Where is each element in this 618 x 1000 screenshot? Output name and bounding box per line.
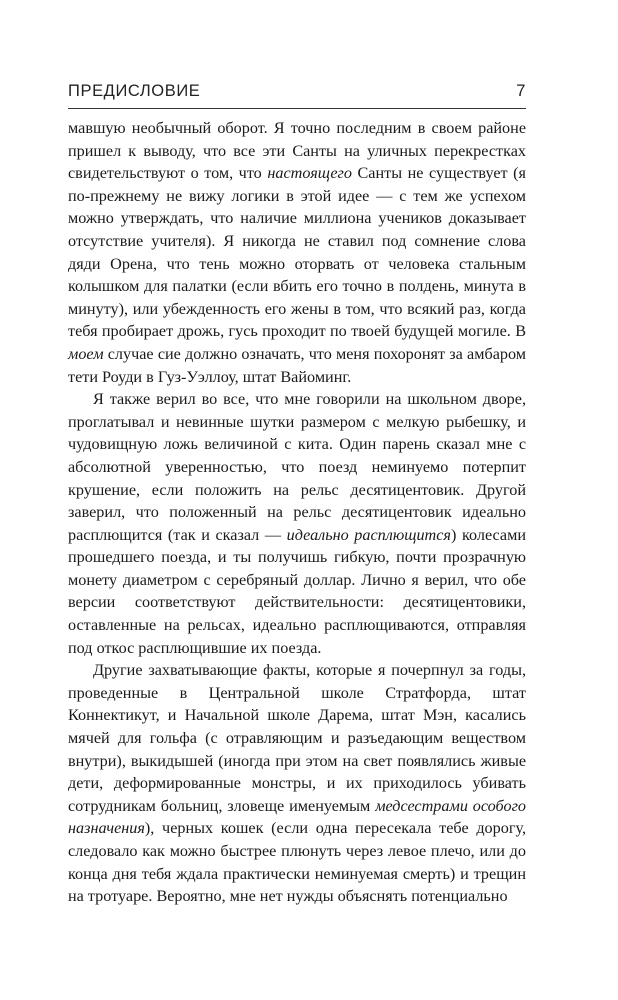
page-number: 7	[516, 82, 526, 100]
italic-span: идеально расплющится	[286, 525, 451, 544]
paragraph-1	[68, 117, 526, 388]
paragraph-2	[68, 388, 526, 659]
text-span: Другие захватывающие факты, которые я почерпнул за годы, проведенные в Центральной школе Стратфорда, штат Коннектикут, и Начальной школе Дарема, штат Мэн, касались мячей для гольфа (с отравляющим и разъедающим веществом внутри), выкидышей (иногда при этом на свет появлялись живые дети, деформированные монстры, и их приходилось убивать сотрудникам больниц, зловеще именуемым	[68, 661, 526, 815]
text-span: мавшую необычный оборот. Я точно последним в своем районе пришел к выводу, что все эти Санты на уличных перекрестках свидетельствуют о том, что	[68, 119, 526, 183]
paragraph-3	[68, 659, 526, 908]
body-text	[68, 117, 526, 908]
text-span: ), черных кошек (если одна пересекала тебе дорогу, следовало как можно быстрее плюнуть через левое плечо, или до конца дня тебя ждала практически неминуемая смерть) и трещин на тротуаре. Вероятно, мне нет нужды объяснять потенциально	[68, 819, 526, 906]
italic-span: настоящего	[267, 164, 352, 183]
section-title: ПРЕДИСЛОВИЕ	[68, 82, 201, 100]
text-span: Санты не существует (я по-прежнему не вижу логики в этой идее — с тем же успехом можно утверждать, что наличие миллиона учеников доказывает отсутствие учителя). Я никогда не ставил под сомнение слова дяди Орена, что тень можно оторвать от человека стальным колышком для палатки (если вбить его точно в полдень, минута в минуту), или убежденность его жены в том, что всякий раз, когда тебя пробирает дрожь, гусь проходит по твоей будущей могиле. В	[68, 164, 527, 341]
text-span: ) колесами прошедшего поезда, и ты получишь гибкую, почти прозрачную монету диаметром с серебряный доллар. Лично я верил, что обе версии соответствуют действительности: десятицентовики, оставленные на рельсах, идеально расплющиваются, отправляя под откос расплющившие их поезда.	[68, 525, 527, 657]
text-span: случае сие должно означать, что меня похоронят за амбаром тети Роуди в Гуз-Уэллоу, штат Вайоминг.	[68, 344, 526, 386]
text-span: Я также верил во все, что мне говорили на школьном дворе, проглатывал и невинные шутки размером с мелкую рыбешку, и чудовищную ложь величиной с кита. Один парень сказал мне с абсолютной уверенностью, что поезд неминуемо потерпит крушение, если положить на рельс десятицентовик. Другой заверил, что положенный на рельс десятицентовик идеально расплющится (так и сказал —	[68, 390, 526, 544]
header-rule	[68, 108, 526, 109]
italic-span: медсестрами особого назначения	[68, 796, 526, 838]
running-header	[68, 82, 526, 101]
italic-span: моем	[68, 344, 104, 363]
